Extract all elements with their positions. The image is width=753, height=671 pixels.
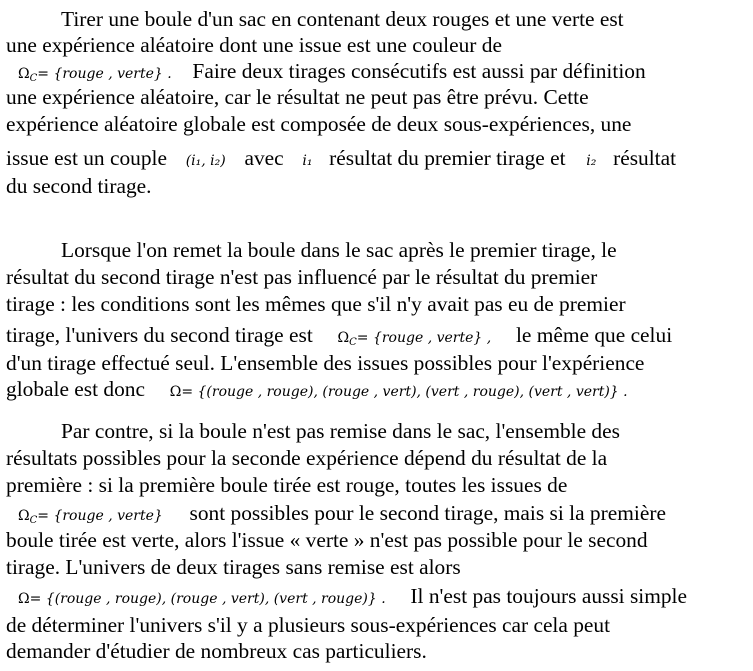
text-line (6, 84, 589, 110)
line-text: une expérience aléatoire dont une issue est une couleur de (6, 33, 502, 57)
line-text: résultat (613, 146, 677, 170)
line-text: Par contre, si la boule n'est pas remise dans le sac, l'ensemble des (61, 419, 620, 443)
text-line (6, 173, 152, 199)
text-line (6, 111, 631, 137)
text-line (61, 6, 624, 32)
line-text: Il n'est pas toujours aussi simple (410, 584, 687, 608)
line-text: d'un tirage effectué seul. L'ensemble des issues possibles pour l'expérience (6, 351, 645, 375)
line-text: expérience aléatoire globale est composée de deux sous-expériences, une (6, 112, 632, 136)
omega-c-formula: $\Omega_C=$ {rouge , verte} . (18, 66, 172, 84)
formula-set: = {(rouge , rouge), (rouge , vert), (vert , rouge)} . (29, 591, 386, 607)
text-line (61, 418, 620, 444)
couple-formula: (i₁, i₂) (185, 153, 226, 169)
line-text: avec (244, 146, 284, 170)
formula-set: = {(rouge , rouge), (rouge , vert), (vert , rouge), (vert , vert)} . (181, 384, 628, 400)
formula-set: = {rouge , verte} . (37, 66, 172, 82)
line-text: tirage, l'univers du second tirage est (6, 323, 313, 347)
text-line (6, 472, 567, 498)
omega-c-formula: $\Omega_C=$ {rouge , verte} (18, 508, 163, 526)
text-line (6, 583, 687, 612)
line-text: de déterminer l'univers s'il y a plusieurs sous-expériences car cela peut (6, 613, 611, 637)
text-line (6, 350, 644, 376)
text-line (6, 291, 626, 317)
line-text: première : si la première boule tirée est rouge, toutes les issues de (6, 473, 568, 497)
line-text: tirage. L'univers de deux tirages sans remise est alors (6, 555, 461, 579)
text-line (6, 554, 461, 580)
i1-formula: i₁ (302, 153, 313, 169)
omega-c-formula: $\Omega_C=$ {rouge , verte} , (337, 330, 492, 348)
text-line (6, 445, 607, 471)
formula-set: = {rouge , verte} , (356, 330, 492, 346)
text-line (6, 612, 610, 638)
text-line (6, 527, 648, 553)
text-line (61, 237, 617, 263)
line-text: Lorsque l'on remet la boule dans le sac après le premier tirage, le (61, 238, 617, 262)
text-line (6, 376, 628, 405)
line-text: une expérience aléatoire, car le résultat ne peut pas être prévu. Cette (6, 85, 589, 109)
line-text: le même que celui (515, 323, 673, 347)
omega-set-formula: Ω= {(rouge , rouge), (rouge , vert), (vert , rouge)} . (18, 591, 386, 607)
line-text: résultats possibles pour la seconde expérience dépend du résultat de la (6, 446, 608, 470)
line-text: globale est donc (6, 377, 145, 401)
line-text: du second tirage. (6, 174, 152, 198)
text-line (6, 32, 502, 58)
line-text: issue est un couple (6, 146, 167, 170)
text-line (6, 638, 427, 664)
line-text: tirage : les conditions sont les mêmes que s'il n'y avait pas eu de premier (6, 292, 626, 316)
line-text: résultat du premier tirage et (329, 146, 566, 170)
omega-set-formula: Ω= {(rouge , rouge), (rouge , vert), (vert , rouge), (vert , vert)} . (169, 384, 628, 400)
line-text: résultat du second tirage n'est pas influencé par le résultat du premier (6, 265, 598, 289)
line-text: Faire deux tirages consécutifs est aussi par définition (192, 59, 646, 83)
text-line (6, 145, 676, 174)
line-text: boule tirée est verte, alors l'issue « verte » n'est pas possible pour le second (6, 528, 648, 552)
line-text: Tirer une boule d'un sac en contenant deux rouges et une verte est (61, 7, 624, 31)
formula-set: = {rouge , verte} (37, 508, 163, 524)
i2-formula: i₂ (586, 153, 597, 169)
line-text: sont possibles pour le second tirage, mais si la première (189, 501, 666, 525)
line-text: demander d'étudier de nombreux cas particuliers. (6, 639, 427, 663)
text-line (6, 264, 597, 290)
